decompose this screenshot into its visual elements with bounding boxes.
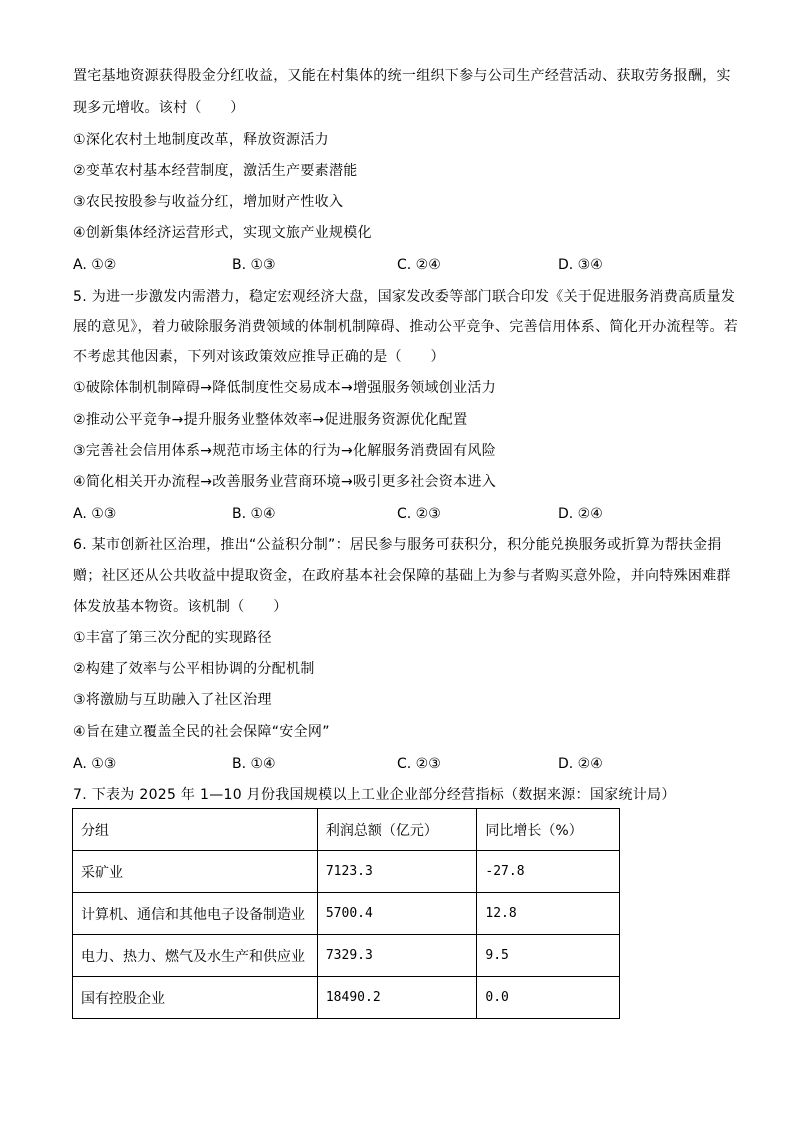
cell-profit: 7123.3 (317, 851, 477, 893)
q5-item: ④简化相关开办流程→改善服务业营商环境→吸引更多社会资本进入 (73, 474, 497, 490)
q5-item: ②推动公平竞争→提升服务业整体效率→促进服务资源优化配置 (73, 412, 468, 428)
q5-option-a: A. ①③ (73, 506, 117, 522)
q6-option-b: B. ①④ (232, 756, 276, 772)
q6-option-d: D. ②④ (558, 756, 603, 772)
q5-stem-line: 5. 为进一步激发内需潜力，稳定宏观经济大盘，国家发改委等部门联合印发《关于促进服务消费高质量发 (73, 289, 736, 305)
q5-item: ①破除体制机制障碍→降低制度性交易成本→增强服务领域创业活力 (73, 380, 497, 396)
q4-option-c: C. ②④ (397, 257, 441, 273)
table-row (73, 935, 620, 977)
q6-item: ③将激励与互助融入了社区治理 (73, 692, 272, 708)
q4-item: ④创新集体经济运营形式，实现文旅产业规模化 (73, 225, 372, 241)
q6-stem-line: 体发放基本物资。该机制（ ） (73, 599, 288, 615)
cell-group: 电力、热力、燃气及水生产和供应业 (73, 935, 318, 977)
q4-option-a: A. ①② (73, 257, 117, 273)
table-header-row (73, 809, 620, 851)
cell-profit: 5700.4 (317, 893, 477, 935)
q6-option-a: A. ①③ (73, 756, 117, 772)
table-row (73, 977, 620, 1019)
q4-item: ①深化农村土地制度改革，释放资源活力 (73, 132, 329, 148)
q7-stem: 7. 下表为 2025 年 1—10 月份我国规模以上工业企业部分经营指标（数据来源：国家统计局） (73, 787, 676, 803)
q6-item: ④旨在建立覆盖全民的社会保障“安全网” (73, 724, 330, 740)
q4-stem-line: 现多元增收。该村（ ） (73, 100, 245, 116)
q4-item: ③农民按股参与收益分红，增加财产性收入 (73, 194, 344, 210)
cell-growth: 9.5 (477, 935, 620, 977)
table-row (73, 893, 620, 935)
q5-stem-line: 不考虑其他因素，下列对该政策效应推导正确的是（ ） (73, 349, 445, 365)
q6-stem-line: 赠；社区还从公共收益中提取资金，在政府基本社会保障的基础上为参与者购买意外险，并向特殊困难群 (73, 568, 731, 584)
q6-item: ①丰富了第三次分配的实现路径 (73, 630, 272, 646)
q4-item: ②变革农村基本经营制度，激活生产要素潜能 (73, 163, 358, 179)
q6-stem-line: 6. 某市创新社区治理，推出“公益积分制”：居民参与服务可获积分，积分能兑换服务或折算为帮扶金捐 (73, 537, 722, 553)
q5-item: ③完善社会信用体系→规范市场主体的行为→化解服务消费固有风险 (73, 443, 497, 459)
q5-option-c: C. ②③ (397, 506, 441, 522)
header-cell-group: 分组 (73, 809, 318, 851)
cell-growth: 12.8 (477, 893, 620, 935)
cell-profit: 7329.3 (317, 935, 477, 977)
cell-group: 国有控股企业 (73, 977, 318, 1019)
q5-option-b: B. ①④ (232, 506, 276, 522)
header-cell-profit: 利润总额（亿元） (317, 809, 477, 851)
q6-option-c: C. ②③ (397, 756, 441, 772)
table-row (73, 851, 620, 893)
q7-data-table (72, 808, 620, 1019)
cell-group: 计算机、通信和其他电子设备制造业 (73, 893, 318, 935)
cell-profit: 18490.2 (317, 977, 477, 1019)
q5-stem-line: 展的意见》，着力破除服务消费领域的体制机制障碍、推动公平竞争、完善信用体系、简化开办流程等。若 (73, 319, 739, 335)
q4-option-b: B. ①③ (232, 257, 276, 273)
q4-stem-line: 置宅基地资源获得股金分红收益，又能在村集体的统一组织下参与公司生产经营活动、获取劳务报酬，实 (73, 68, 731, 84)
q6-item: ②构建了效率与公平相协调的分配机制 (73, 661, 315, 677)
cell-growth: 0.0 (477, 977, 620, 1019)
cell-group: 采矿业 (73, 851, 318, 893)
q5-option-d: D. ②④ (558, 506, 603, 522)
q4-option-d: D. ③④ (558, 257, 603, 273)
cell-growth: -27.8 (477, 851, 620, 893)
header-cell-growth: 同比增长（%） (477, 809, 620, 851)
